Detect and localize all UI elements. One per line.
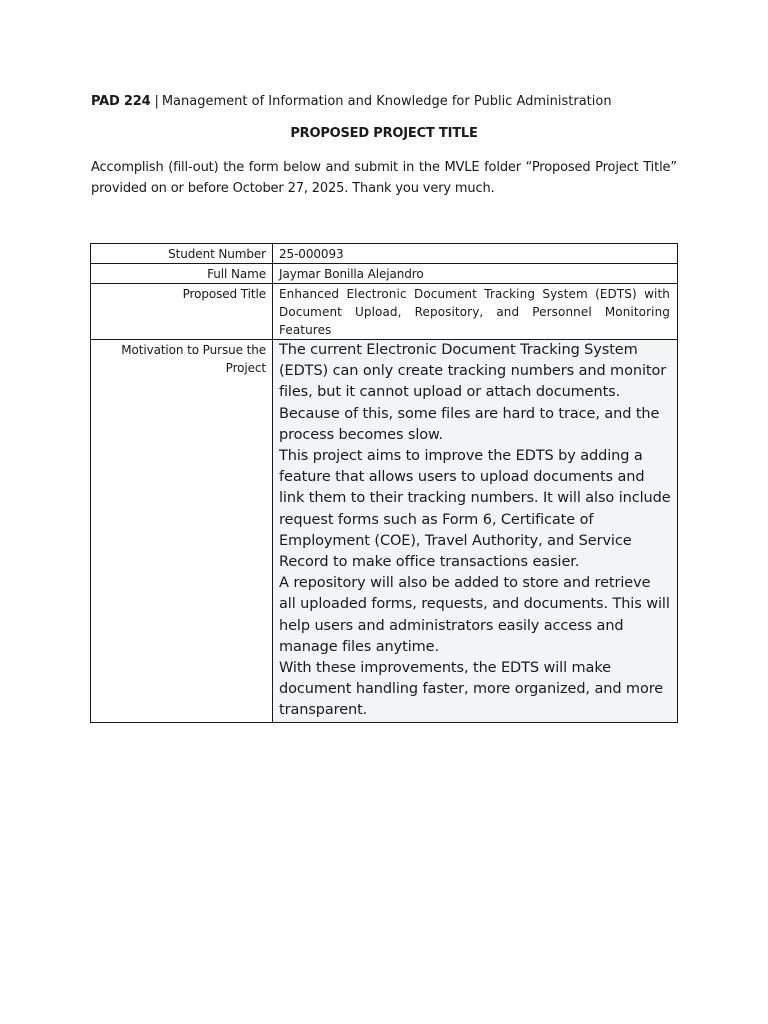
course-name: Management of Information and Knowledge for Public Administration	[161, 94, 612, 109]
instructions-text: Accomplish (fill-out) the form below and submit in the MVLE folder “Proposed Project Title” provided on or before October 27, 2025. Thank you very much.	[91, 160, 677, 196]
motivation-paragraph: The current Electronic Document Tracking System (EDTS) can only create tracking numbers and monitor files, but it cannot upload or attach documents. Because of this, some files are hard to trace, and the process becomes slow.	[279, 342, 667, 443]
course-separator: |	[154, 94, 159, 109]
course-code: PAD 224	[91, 94, 151, 109]
form-row-full-name	[91, 264, 678, 284]
student-number-label: Student Number	[91, 244, 273, 264]
student-number-value: 25-000093	[273, 244, 678, 264]
full-name-value: Jaymar Bonilla Alejandro	[273, 264, 678, 284]
form-row-student-number	[91, 244, 678, 264]
page-title: PROPOSED PROJECT TITLE	[290, 126, 478, 141]
full-name-label: Full Name	[91, 264, 273, 284]
proposed-title-label: Proposed Title	[91, 284, 273, 340]
motivation-label: Motivation to Pursue the Project	[91, 340, 273, 723]
form-row-motivation	[91, 340, 678, 723]
form-row-proposed-title	[91, 284, 678, 340]
project-form-table	[90, 243, 678, 723]
motivation-value[interactable]	[273, 340, 678, 723]
proposed-title-value: Enhanced Electronic Document Tracking System (EDTS) with Document Upload, Repository, and Personnel Monitoring Features	[273, 284, 678, 340]
course-header	[91, 93, 691, 111]
motivation-paragraph: With these improvements, the EDTS will make document handling faster, more organized, and more transparent.	[279, 660, 664, 719]
motivation-paragraph: A repository will also be added to store and retrieve all uploaded forms, requests, and documents. This will help users and administrators easily access and manage files anytime.	[279, 575, 670, 655]
motivation-paragraph: This project aims to improve the EDTS by adding a feature that allows users to upload documents and link them to their tracking numbers. It will also include request forms such as Form 6, Certificate of Employment (COE), Travel Authority, and Service Record to make office transactions easier.	[279, 448, 671, 571]
